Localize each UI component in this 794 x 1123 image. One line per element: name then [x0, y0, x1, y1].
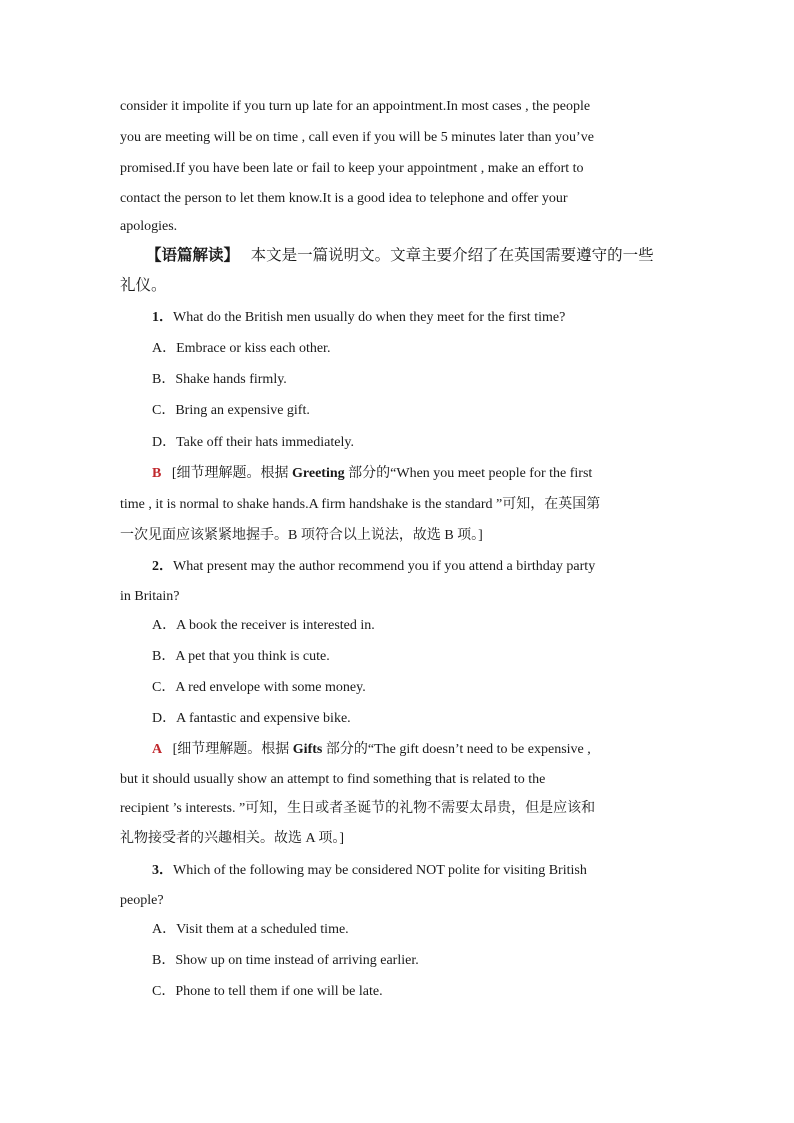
question-text: What do the British men usually do when they meet for the first time?	[173, 310, 566, 325]
passage-line: you are meeting will be on time , call even if you will be 5 minutes later than you’ve	[120, 130, 594, 145]
option-b: B．Shake hands firmly.	[152, 372, 287, 387]
passage-line: consider it impolite if you turn up late for an appointment.In most cases , the people	[120, 99, 591, 114]
option-c: C．Bring an expensive gift.	[152, 403, 310, 418]
answer-explanation	[152, 464, 673, 484]
question-text: Which of the following may be considered NOT polite for visiting British	[173, 863, 587, 878]
passage-line: contact the person to let them know.It is a good idea to telephone and offer your	[120, 191, 568, 206]
keyword: Greeting	[292, 466, 345, 481]
explanation-line: but it should usually show an attempt to find something that is related to the	[120, 772, 546, 787]
keyword: Gifts	[292, 742, 323, 757]
question-text-cont: people?	[120, 893, 164, 908]
answer-letter: B	[152, 466, 162, 481]
option-c: C．A red envelope with some money.	[152, 680, 366, 695]
question-3-stem	[152, 861, 673, 881]
explanation-text: [细节理解题。根据	[171, 466, 289, 481]
question-number: 3．	[152, 863, 173, 878]
explanation-line: 礼物接受者的兴趣相关。故选 A 项。]	[120, 831, 344, 846]
explanation-text: [细节理解题。根据	[172, 742, 290, 757]
explanation-line: 一次见面应该紧紧地握手。B 项符合以上说法，故选 B 项。]	[120, 528, 483, 543]
reading-label: 【语篇解读】	[146, 247, 240, 264]
explanation-text: 部分的“The gift doesn’t need to be expensive ,	[325, 742, 591, 757]
option-a: A．Embrace or kiss each other.	[152, 341, 331, 356]
explanation-text: 部分的“When you meet people for the first	[348, 466, 593, 481]
reading-interpretation	[146, 246, 699, 266]
question-text-cont: in Britain?	[120, 589, 180, 604]
option-a: A．A book the receiver is interested in.	[152, 618, 375, 633]
option-b: B．Show up on time instead of arriving earlier.	[152, 953, 419, 968]
answer-letter: A	[152, 742, 163, 757]
option-a: A．Visit them at a scheduled time.	[152, 922, 349, 937]
option-b: B．A pet that you think is cute.	[152, 649, 330, 664]
option-d: D．Take off their hats immediately.	[152, 435, 354, 450]
reading-text: 本文是一篇说明文。文章主要介绍了在英国需要遵守的一些	[250, 247, 654, 264]
reading-text-cont: 礼仪。	[120, 277, 167, 294]
question-number: 2．	[152, 559, 173, 574]
option-d: D．A fantastic and expensive bike.	[152, 711, 351, 726]
explanation-line: recipient ’s interests. ”可知，生日或者圣诞节的礼物不需要太昂贵，但是应该和	[120, 801, 596, 816]
question-1-stem	[152, 308, 673, 328]
question-number: 1．	[152, 310, 173, 325]
passage-line: promised.If you have been late or fail to keep your appointment , make an effort to	[120, 161, 584, 176]
passage-line: apologies.	[120, 219, 178, 234]
option-c: C．Phone to tell them if one will be late.	[152, 984, 383, 999]
answer-explanation	[152, 740, 673, 760]
question-2-stem	[152, 557, 673, 577]
question-text: What present may the author recommend you if you attend a birthday party	[173, 559, 596, 574]
explanation-line: time , it is normal to shake hands.A firm handshake is the standard ”可知，在英国第	[120, 497, 601, 512]
